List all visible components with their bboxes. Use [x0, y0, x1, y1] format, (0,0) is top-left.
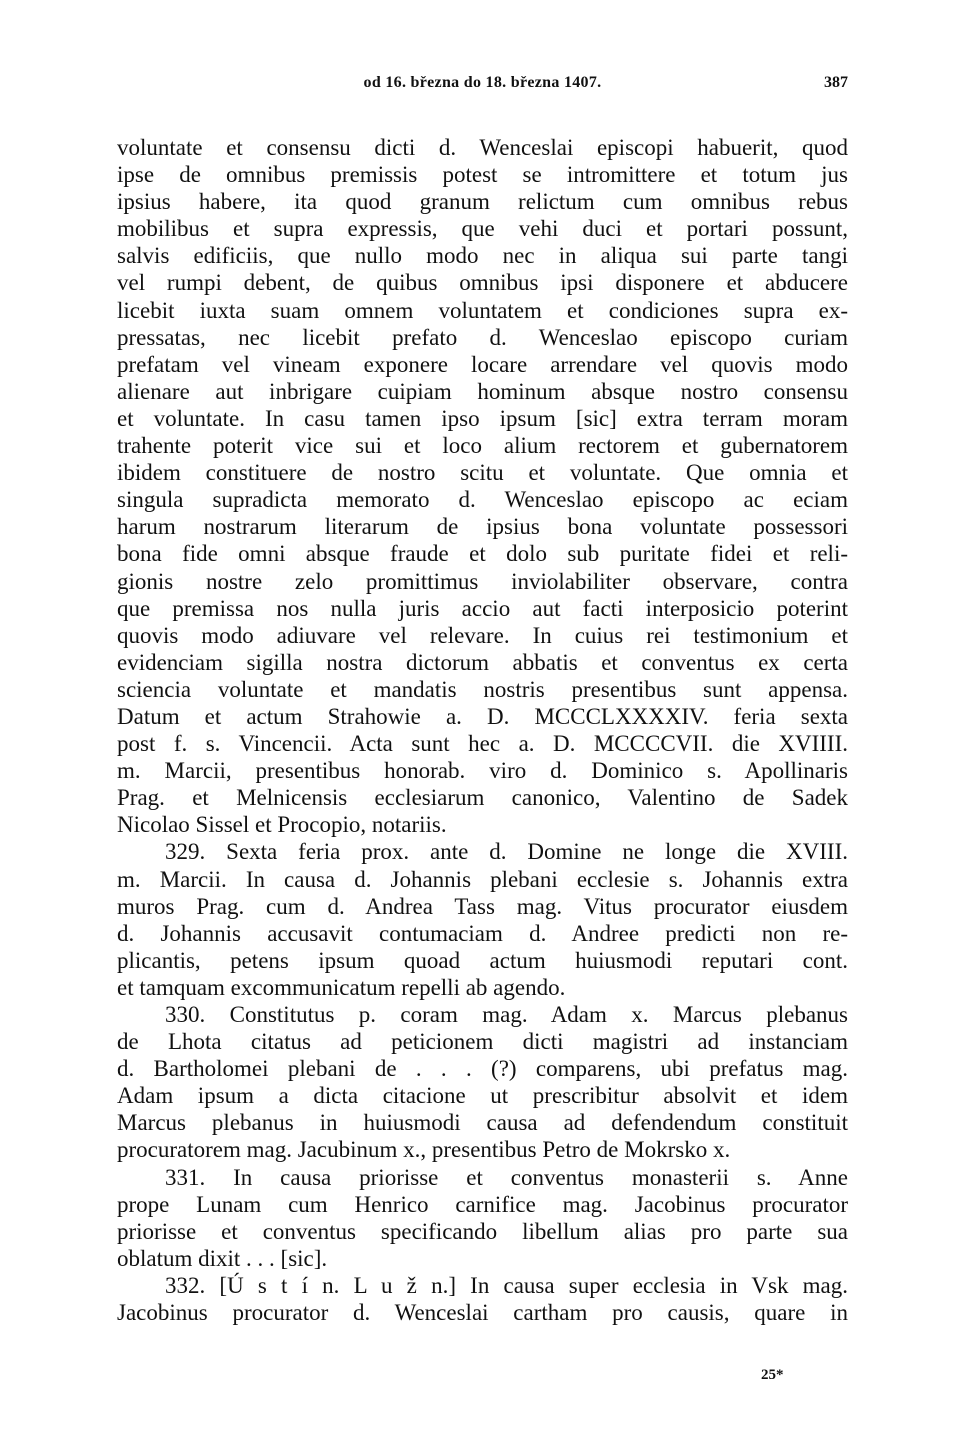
running-title: od 16. března do 18. března 1407. [363, 74, 602, 91]
text-line: voluntate et consensu dicti d. Wenceslai episcopi habuerit, quod [117, 135, 848, 160]
text-line: ipsius habere, ita quod granum relictum cum omnibus rebus [117, 189, 848, 215]
text-line: quovis modo adiuvare vel relevare. In cuius rei testimonium et [117, 622, 848, 648]
text-line: 331. In causa priorisse et conventus monasterii s. Anne [165, 1164, 848, 1190]
text-line: d. Johannis accusavit contumaciam d. Andree predicti non re- [117, 920, 848, 946]
body-text [117, 134, 848, 1326]
text-line: que premissa nos nulla juris accio aut facti interposicio poterint [117, 595, 848, 621]
text-line: trahente poterit vice sui et loco alium rectorem et gubernatorem [117, 433, 848, 459]
text-line: sciencia voluntate et mandatis nostris presentibus sunt appensa. [117, 676, 848, 702]
text-line: vel rumpi debent, de quibus omnibus ipsi disponere et abducere [117, 270, 848, 296]
text-line: Nicolao Sissel et Procopio, notariis. [117, 812, 447, 838]
text-line: d. Bartholomei plebani de . . . (?) comparens, ubi prefatus mag. [117, 1056, 848, 1082]
text-line: licebit iuxta suam omnem voluntatem et condiciones supra ex- [117, 297, 848, 323]
text-line: Prag. et Melnicensis ecclesiarum canonico, Valentino de Sadek [117, 785, 848, 811]
text-line: evidenciam sigilla nostra dictorum abbatis et conventus ex certa [117, 649, 848, 675]
text-line: harum nostrarum literarum de ipsius bona voluntate possessori [117, 514, 848, 540]
text-line: pressatas, nec licebit prefato d. Wenceslao episcopo curiam [117, 324, 848, 350]
text-line: m. Marcii, presentibus honorab. viro d. Dominico s. Apollinaris [117, 758, 848, 784]
signature-mark: 25* [761, 1367, 784, 1383]
text-line: procuratorem mag. Jacubinum x., presentibus Petro de Mokrsko x. [117, 1137, 731, 1163]
text-line: mobilibus et supra expressis, que vehi duci et portari possunt, [117, 216, 848, 242]
running-header [117, 74, 848, 98]
text-line: priorisse et conventus specificando libellum alias pro parte sua [117, 1218, 848, 1244]
text-line: singula supradicta memorato d. Wenceslao episcopo ac eciam [117, 487, 848, 513]
text-line: Jacobinus procurator d. Wenceslai cartham pro causis, quare in [117, 1300, 848, 1326]
text-line: prefatam vel vineam exponere locare arrendare vel quovis modo [117, 351, 848, 377]
text-line: et tamquam excommunicatum repelli ab agendo. [117, 974, 566, 1000]
text-line: de Lhota citatus ad peticionem dicti magistri ad instanciam [117, 1029, 848, 1055]
text-line: et voluntate. In casu tamen ipso ipsum [sic] extra terram moram [117, 405, 848, 431]
text-line: ibidem constituere de nostro scitu et voluntate. Que omnia et [117, 460, 848, 486]
text-line: m. Marcii. In causa d. Johannis plebani ecclesie s. Johannis extra [117, 866, 848, 892]
text-line: gionis nostre zelo promittimus inviolabiliter observare, contra [117, 568, 848, 594]
text-line: muros Prag. cum d. Andrea Tass mag. Vitus procurator eiusdem [117, 893, 848, 919]
text-line: Datum et actum Strahowie a. D. MCCCLXXXXIV. feria sexta [117, 703, 848, 729]
text-line: post f. s. Vincencii. Acta sunt hec a. D. MCCCCVII. die XVIIII. [117, 731, 848, 757]
text-line: 330. Constitutus p. coram mag. Adam x. Marcus plebanus [165, 1002, 848, 1027]
text-line: alienare aut inbrigare cuipiam hominum absque nostro consensu [117, 378, 848, 404]
text-line: Marcus plebanus in huiusmodi causa ad defendendum constituit [117, 1110, 848, 1136]
text-line: Adam ipsum a dicta citacione ut prescribitur absolvit et idem [117, 1083, 848, 1109]
text-line: salvis edificiis, que nullo modo nec in aliqua sui parte tangi [117, 243, 848, 269]
text-line: 329. Sexta feria prox. ante d. Domine ne longe die XVIII. [165, 839, 848, 865]
page-number: 387 [824, 74, 848, 91]
text-line: ipse de omnibus premissis potest se intromittere et totum jus [117, 162, 848, 188]
text-line: bona fide omni absque fraude et dolo sub puritate fidei et reli- [117, 541, 848, 567]
text-line: 332. [Ú s t í n. L u ž n.] In causa super ecclesia in Vsk mag. [165, 1272, 848, 1298]
text-line: plicantis, petens ipsum quoad actum huiusmodi reputari cont. [117, 947, 848, 973]
text-line: oblatum dixit . . . [sic]. [117, 1245, 328, 1271]
text-line: prope Lunam cum Henrico carnifice mag. Jacobinus procurator [117, 1191, 848, 1217]
